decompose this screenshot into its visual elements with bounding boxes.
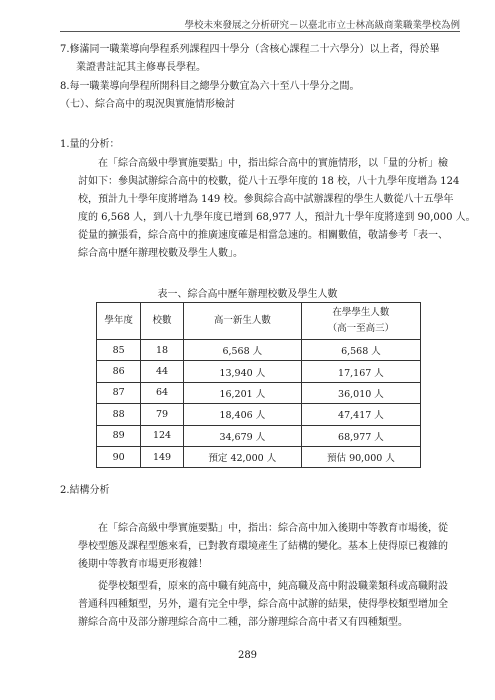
table-row — [97, 425, 421, 446]
table-cell: 16,201 人 — [183, 382, 301, 403]
table-cell: 預定 42,000 人 — [183, 446, 301, 467]
text-line: 8.每一職業導向學程所開科目之總學分數宜為六十至八十學分之間。 — [60, 81, 360, 92]
page-number: 289 — [237, 650, 258, 661]
header-cell — [301, 303, 420, 340]
table-cell: 47,417 人 — [301, 404, 420, 425]
table-cell: 90 — [97, 446, 141, 467]
subsection-heading: （七）、綜合高中的現況與實施情形檢討 — [60, 99, 235, 110]
text-line: 7.修滿同一職業導向學程系列課程四十學分（含核心課程二十六學分）以上者，得於畢 — [60, 44, 440, 55]
paragraph-line: 辦綜合高中及部分辦理綜合高中二種，部分辦理綜合高中者又有四種類型。 — [78, 617, 408, 628]
paragraph-line: 從學校類型看，原來的高中職有純高中，純高職及高中附設職業類科或高職附設 — [98, 581, 448, 592]
table-row — [97, 361, 421, 382]
paragraph-line: 在「綜合高級中學實施要點」中，指出：綜合高中加入後期中等教育市場後，從 — [98, 523, 448, 534]
table-cell: 44 — [141, 361, 183, 382]
paragraph-line: 校，預計九十學年度將增為 149 校。參與綜合高中試辦課程的學生人數從八十五學年 — [78, 194, 454, 205]
paragraph-line: 後期中等教育市場更形複雜！ — [78, 559, 208, 570]
table-cell: 64 — [141, 382, 183, 403]
table-cell: 88 — [97, 404, 141, 425]
table-cell: 36,010 人 — [301, 382, 420, 403]
running-header: 學校未來發展之分析研究－以臺北市立士林高級商業職業學校為例 — [184, 20, 460, 31]
data-table — [96, 302, 421, 468]
paragraph-line: 普通科四種類型，另外，還有完全中學，綜合高中試辦的結果，使得學校類型增加全 — [78, 599, 448, 610]
table-cell: 85 — [97, 340, 141, 361]
table-cell: 86 — [97, 361, 141, 382]
table-cell: 87 — [97, 382, 141, 403]
table-cell: 18 — [141, 340, 183, 361]
table-row — [97, 404, 421, 425]
text-line: 業證書註記其主修專長學程。 — [76, 62, 206, 73]
table-caption: 表一、綜合高中歷年辦理校數及學生人數 — [157, 289, 338, 300]
header-cell: 高一新生人數 — [183, 303, 301, 340]
table-cell: 6,568 人 — [183, 340, 301, 361]
paragraph-line: 從量的擴張看，綜合高中的推廣速度確是相當急速的。相關數值，敬請參考「表一、 — [78, 230, 448, 241]
paragraph-line: 綜合高中歷年辦理校數及學生人數」。 — [78, 248, 243, 259]
table-cell: 68,977 人 — [301, 425, 420, 446]
table-cell: 18,406 人 — [183, 404, 301, 425]
table-cell: 79 — [141, 404, 183, 425]
header-cell: 校數 — [141, 303, 183, 340]
table-row — [97, 446, 421, 467]
section-heading: 1.量的分析： — [60, 139, 120, 150]
table-cell: 預估 90,000 人 — [301, 446, 420, 467]
paragraph-line: 度的 6,568 人，到八十九學年度已增到 68,977 人，預計九十學年度將達到 90,000 人。 — [78, 212, 476, 223]
paragraph-line: 學校型態及課程型態來看，已對教育環境產生了結構的變化。基本上使得原已複雜的 — [78, 541, 448, 552]
paragraph-line: 討如下：參與試辦綜合高中的校數，從八十五學年度的 18 校，八十九學年度增為 124 — [78, 176, 460, 187]
header-cell: 學年度 — [97, 303, 141, 340]
table-row — [97, 382, 421, 403]
header-line: 在學學生人數 — [332, 307, 390, 318]
table-cell: 34,679 人 — [183, 425, 301, 446]
header-rule — [60, 31, 460, 32]
table-cell: 124 — [141, 425, 183, 446]
section-heading: 2.結構分析 — [60, 485, 110, 496]
table-cell: 149 — [141, 446, 183, 467]
table-row — [97, 340, 421, 361]
table-header-row — [97, 303, 421, 340]
table-cell: 13,940 人 — [183, 361, 301, 382]
table-cell: 17,167 人 — [301, 361, 420, 382]
table-cell: 6,568 人 — [301, 340, 420, 361]
table-cell: 89 — [97, 425, 141, 446]
paragraph-line: 在「綜合高級中學實施要點」中，指出綜合高中的實施情形，以「量的分析」檢 — [98, 158, 448, 169]
header-line: （高一至高三） — [327, 323, 395, 334]
